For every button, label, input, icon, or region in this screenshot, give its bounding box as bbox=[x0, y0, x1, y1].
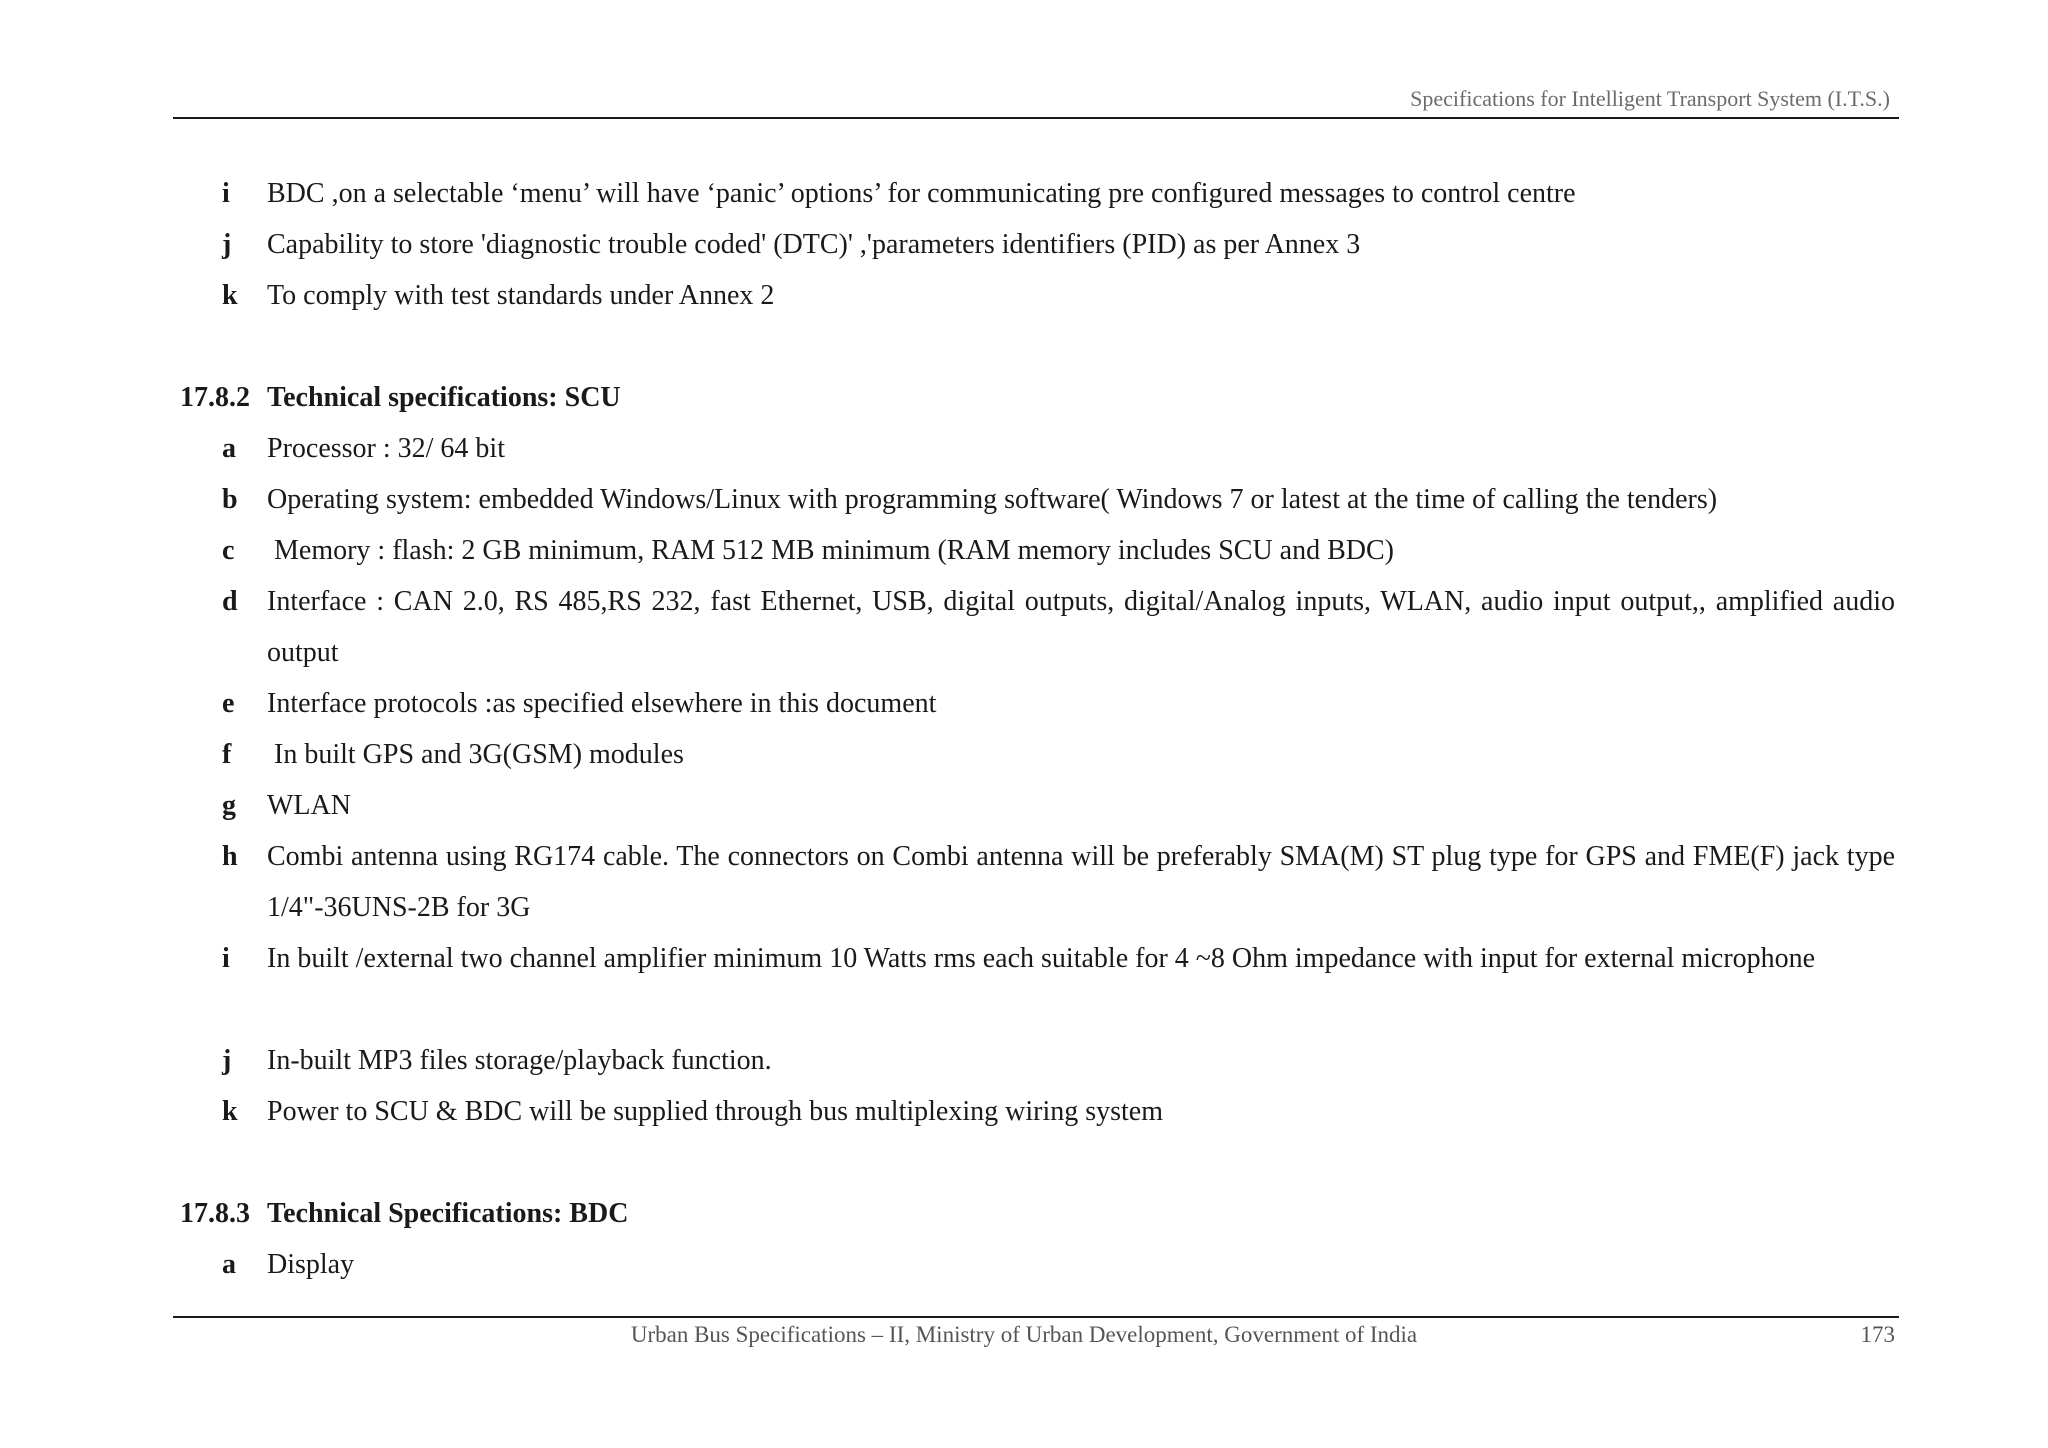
item-text: Operating system: embedded Windows/Linux with programming software( Windows 7 or latest at the time of calling the tenders) bbox=[267, 484, 1718, 515]
item-letter: e bbox=[222, 688, 235, 719]
item-text: In built /external two channel amplifier minimum 10 Watts rms each suitable for 4 ~8 Ohm impedance with input for external microphone bbox=[267, 943, 1816, 974]
item-letter: h bbox=[222, 841, 238, 872]
footer-rule bbox=[173, 1316, 1899, 1318]
item-text: To comply with test standards under Annex 2 bbox=[267, 280, 775, 311]
item-letter: a bbox=[222, 1249, 236, 1280]
header-rule bbox=[173, 117, 1899, 119]
item-text: In-built MP3 files storage/playback function. bbox=[267, 1045, 772, 1076]
item-letter: i bbox=[222, 943, 230, 974]
item-letter: j bbox=[222, 1045, 232, 1076]
item-letter: f bbox=[222, 739, 232, 770]
running-footer: Urban Bus Specifications – II, Ministry of Urban Development, Government of India bbox=[630, 1322, 1418, 1347]
item-text: Power to SCU & BDC will be supplied through bus multiplexing wiring system bbox=[267, 1096, 1163, 1127]
item-letter: b bbox=[222, 484, 238, 515]
item-text: BDC ,on a selectable ‘menu’ will have ‘panic’ options’ for communicating pre configured messages to control centre bbox=[267, 178, 1576, 209]
section-title: Technical specifications: SCU bbox=[267, 382, 621, 413]
item-letter: k bbox=[222, 280, 238, 311]
item-text: Combi antenna using RG174 cable. The connectors on Combi antenna will be preferably SMA(M) ST plug type for GPS and FME(F) jack type 1/4"-36UNS-2B for 3G bbox=[267, 841, 1895, 923]
item-text: Display bbox=[267, 1249, 355, 1280]
item-letter: a bbox=[222, 433, 236, 464]
item-text: In built GPS and 3G(GSM) modules bbox=[267, 739, 684, 770]
item-text: Memory : flash: 2 GB minimum, RAM 512 MB minimum (RAM memory includes SCU and BDC) bbox=[267, 535, 1394, 566]
page-number: 173 bbox=[1860, 1322, 1895, 1347]
item-text: Interface protocols :as specified elsewhere in this document bbox=[267, 688, 937, 719]
item-letter: k bbox=[222, 1096, 238, 1127]
item-text: Processor : 32/ 64 bit bbox=[267, 433, 505, 464]
item-text: Interface : CAN 2.0, RS 485,RS 232, fast Ethernet, USB, digital outputs, digital/Analog inputs, WLAN, audio input output,, amplified audio output bbox=[267, 586, 1895, 668]
item-text: WLAN bbox=[267, 790, 351, 821]
item-text: Capability to store 'diagnostic trouble coded' (DTC)' ,'parameters identifiers (PID) as per Annex 3 bbox=[267, 229, 1361, 260]
section-number: 17.8.2 bbox=[180, 382, 250, 413]
section-number: 17.8.3 bbox=[180, 1198, 250, 1229]
item-letter: i bbox=[222, 178, 230, 209]
item-letter: g bbox=[222, 790, 236, 821]
section-title: Technical Specifications: BDC bbox=[267, 1198, 629, 1229]
running-header: Specifications for Intelligent Transport System (I.T.S.) bbox=[1410, 86, 1890, 111]
item-letter: j bbox=[222, 229, 232, 260]
item-letter: d bbox=[222, 586, 238, 617]
item-letter: c bbox=[222, 535, 235, 566]
